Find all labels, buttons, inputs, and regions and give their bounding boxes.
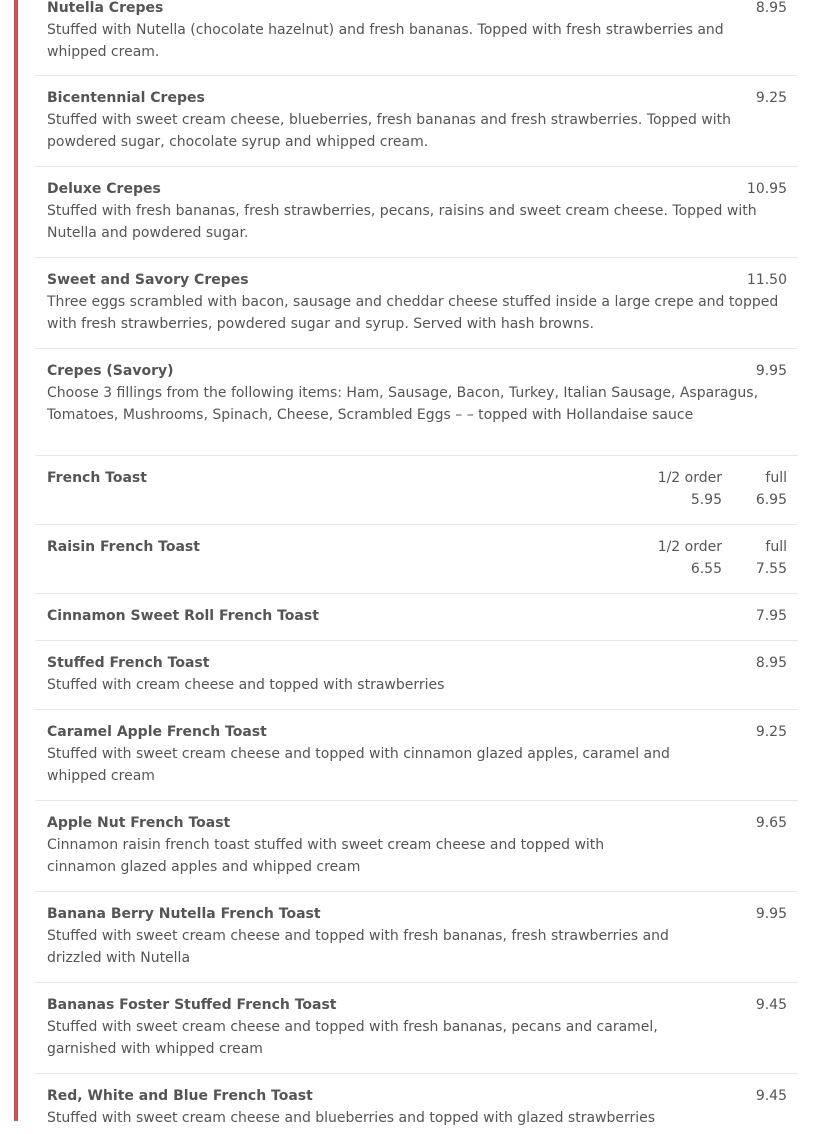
menu-item-name: Stuffed French Toast: [47, 655, 210, 671]
menu-item-name: Bicentennial Crepes: [47, 90, 205, 106]
menu-item-desc-line: garnished with whipped cream: [47, 1041, 263, 1057]
menu-item-desc-line: whipped cream: [47, 768, 155, 784]
menu-item-name: Raisin French Toast: [47, 539, 200, 555]
menu-item-desc-line: Stuffed with cream cheese and topped with strawberries: [47, 677, 445, 693]
menu-item-desc-line: Cinnamon raisin french toast stuffed with sweet cream cheese and topped with: [47, 837, 605, 853]
menu-item-price: 9.95: [755, 906, 787, 922]
menu-item: [35, 1074, 798, 1134]
menu-item: [35, 983, 798, 1074]
full-order-label: full: [765, 539, 787, 555]
full-order-price: 7.55: [755, 561, 787, 577]
menu-item-name: Caramel Apple French Toast: [47, 724, 267, 740]
menu-item-name: Banana Berry Nutella French Toast: [47, 906, 321, 922]
menu-item-desc-line: Stuffed with sweet cream cheese and topped with cinnamon glazed apples, caramel and: [47, 746, 670, 762]
menu-item: [35, 892, 798, 983]
menu-item-desc-line: Nutella and powdered sugar.: [47, 225, 249, 241]
menu-item-name: Crepes (Savory): [47, 363, 174, 379]
menu-item-desc-line: Stuffed with fresh bananas, fresh strawberries, pecans, raisins and sweet cream cheese. Topped with: [47, 203, 757, 219]
menu-item-name: Red, White and Blue French Toast: [47, 1088, 313, 1104]
menu-item-price: 8.95: [755, 0, 787, 16]
menu-item-name: Apple Nut French Toast: [47, 815, 231, 831]
menu-item-desc-line: with fresh strawberries, powdered sugar and syrup. Served with hash browns.: [47, 316, 594, 332]
half-order-price: 6.55: [690, 561, 722, 577]
menu-item-desc-line: Three eggs scrambled with bacon, sausage and cheddar cheese stuffed inside a large crepe and topped: [47, 294, 779, 310]
menu-item-name: Deluxe Crepes: [47, 181, 161, 197]
menu-item: [35, 456, 798, 525]
menu-item-price: 9.25: [755, 724, 787, 740]
menu-item-name: Sweet and Savory Crepes: [47, 272, 249, 288]
menu-item-name: Nutella Crepes: [47, 0, 164, 16]
menu-item-price: 7.95: [755, 608, 787, 624]
menu-item-desc-line: powdered sugar, chocolate syrup and whipped cream.: [47, 134, 429, 150]
menu-item-price: 9.65: [755, 815, 787, 831]
menu-item: [35, 525, 798, 594]
menu-item-desc-line: Tomatoes, Mushrooms, Spinach, Cheese, Scrambled Eggs – – topped with Hollandaise sauce: [47, 407, 694, 423]
menu-item-desc-line: Stuffed with sweet cream cheese and blueberries and topped with glazed strawberries: [47, 1110, 656, 1126]
menu-item: [35, 710, 798, 801]
menu-item-desc-line: Choose 3 fillings from the following items: Ham, Sausage, Bacon, Turkey, Italian Sausage, Asparagus,: [47, 385, 759, 401]
full-order-label: full: [765, 470, 787, 486]
menu-item: [35, 641, 798, 710]
accent-bar: [14, 0, 18, 1121]
menu-item-desc-line: whipped cream.: [47, 44, 160, 60]
menu-item-price: 9.45: [755, 997, 787, 1013]
menu-item-name: Bananas Foster Stuffed French Toast: [47, 997, 337, 1013]
menu-item-desc-line: Stuffed with sweet cream cheese and topped with fresh bananas, pecans and caramel,: [47, 1019, 658, 1035]
menu-item-price: 9.95: [755, 363, 787, 379]
menu-list: [35, 0, 798, 1134]
menu-item: [35, 594, 798, 641]
full-order-price: 6.95: [755, 492, 787, 508]
menu-item-price: 8.95: [755, 655, 787, 671]
menu-item-desc-line: cinnamon glazed apples and whipped cream: [47, 859, 361, 875]
menu-item-price: 9.25: [755, 90, 787, 106]
menu-item-price: 10.95: [746, 181, 787, 197]
menu-item-name: French Toast: [47, 470, 147, 486]
menu-item: [35, 0, 798, 76]
menu-item: [35, 167, 798, 258]
half-order-price: 5.95: [690, 492, 722, 508]
half-order-label: 1/2 order: [657, 539, 722, 555]
menu-item-name: Cinnamon Sweet Roll French Toast: [47, 608, 319, 624]
menu-item: [35, 76, 798, 167]
menu-item-desc-line: Stuffed with Nutella (chocolate hazelnut) and fresh bananas. Topped with fresh strawberries and: [47, 22, 724, 38]
menu-item: [35, 349, 798, 456]
menu-item: [35, 801, 798, 892]
menu-item-price: 9.45: [755, 1088, 787, 1104]
menu-item-desc-line: Stuffed with sweet cream cheese and topped with fresh bananas, fresh strawberries and: [47, 928, 669, 944]
menu-item-price: 11.50: [746, 272, 787, 288]
half-order-label: 1/2 order: [657, 470, 722, 486]
menu-item-desc-line: Stuffed with sweet cream cheese, blueberries, fresh bananas and fresh strawberries. Topped with: [47, 112, 731, 128]
menu-item-desc-line: drizzled with Nutella: [47, 950, 191, 966]
menu-item: [35, 258, 798, 349]
